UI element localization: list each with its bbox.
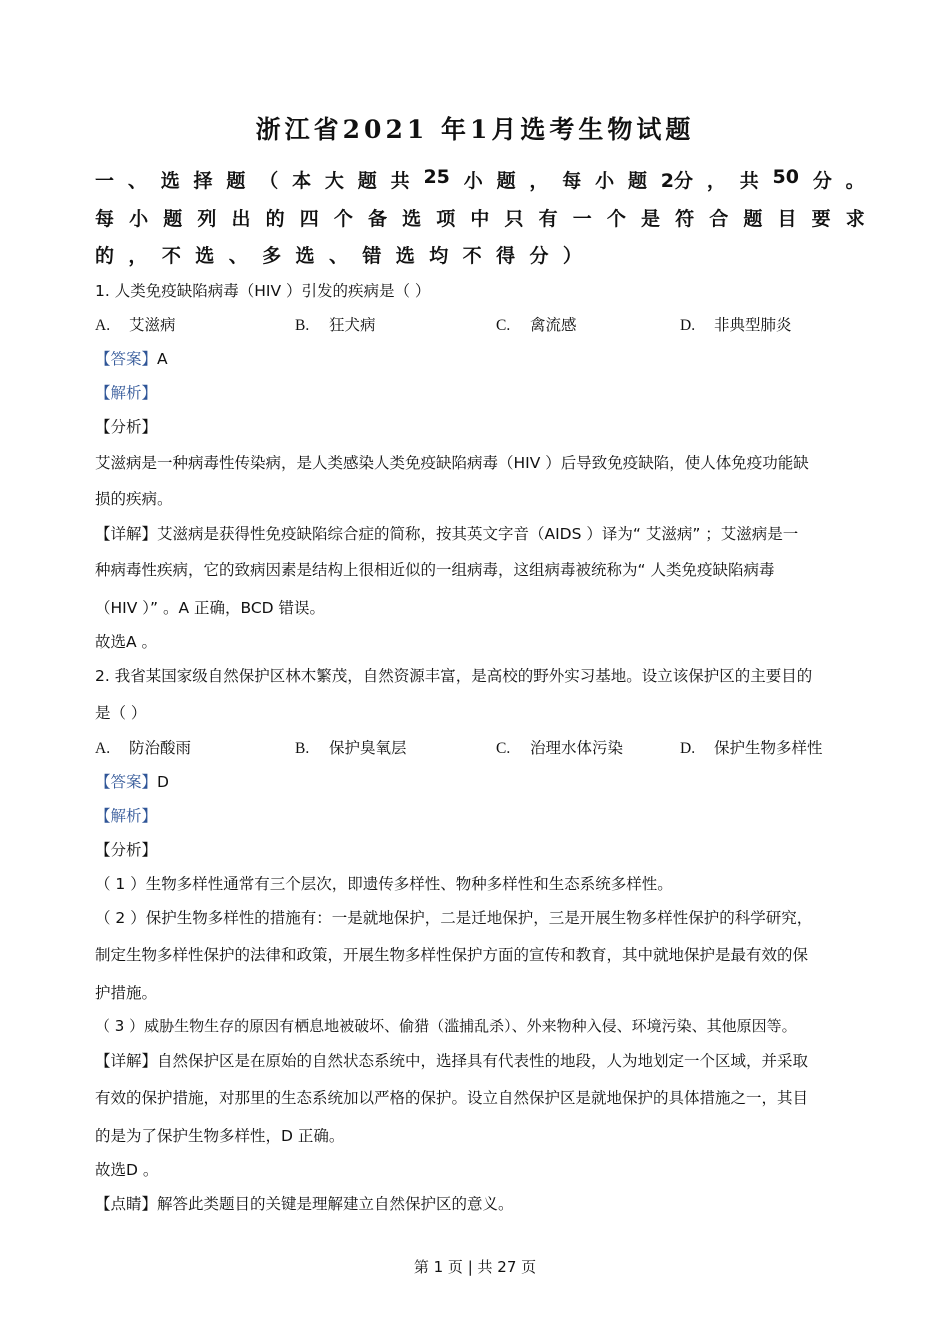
q1-fenxi-label: 【分析】 — [95, 418, 158, 436]
section-header-token: 题 — [743, 208, 763, 230]
q1-fenxi-line: 艾滋病是一种病毒性传染病，是人类感染人类免疫缺陷病毒（HIV ）后导致免疫缺陷，使人体免疫功能缺 — [95, 454, 809, 472]
section-header-token: 个 — [333, 208, 353, 230]
q2-fenxi-line: 护措施。 — [95, 984, 158, 1002]
option-letter: C. — [496, 317, 511, 334]
q1-option-b — [295, 313, 376, 335]
section-header-token: 有 — [538, 208, 558, 230]
page-footer: 第 1 页 | 共 27 页 — [413, 1258, 537, 1276]
q2-answer — [95, 770, 169, 792]
section-header-token: 项 — [436, 208, 456, 230]
q2-stem-line: 2. 我省某国家级自然保护区林木繁茂，自然资源丰富，是高校的野外实习基地。设立该保护区的主要目的 — [95, 667, 813, 685]
section-header-token: 列 — [197, 208, 217, 230]
q1-detail-line: 【详解】艾滋病是获得性免疫缺陷综合症的简称，按其英文字音（AIDS ）译为“ 艾滋病” ；艾滋病是一 — [95, 525, 799, 543]
section-header-token: 出 — [231, 208, 251, 230]
section-header-token: 题 — [163, 208, 183, 230]
section-header-token: 题 — [357, 170, 377, 192]
option-text: 治理水体污染 — [530, 739, 624, 757]
section-header-token: 中 — [470, 208, 490, 230]
q2-fenxi-line: 制定生物多样性保护的法律和政策，开展生物多样性保护方面的宣传和教育，其中就地保护是最有效的保 — [95, 946, 809, 964]
section-header-token: 大 — [324, 170, 344, 192]
q1-option-c — [496, 313, 577, 335]
answer-value: D — [157, 773, 169, 791]
section-header-token: 题 — [496, 170, 516, 192]
section-header-token: 的 — [95, 245, 115, 267]
section-header-token: 共 — [390, 170, 410, 192]
option-letter: C. — [496, 740, 511, 757]
section-header-token: 题 — [627, 170, 647, 192]
q2-option-a — [95, 736, 191, 758]
q1-analysis-label: 【解析】 — [95, 384, 158, 402]
q2-fenxi-line: （ 1 ）生物多样性通常有三个层次，即遗传多样性、物种多样性和生态系统多样性。 — [95, 875, 673, 893]
q1-fenxi-line: 损的疾病。 — [95, 490, 173, 508]
section-header-token: 不 — [161, 245, 181, 267]
q2-detail-line: 的是为了保护生物多样性，D 正确。 — [95, 1127, 345, 1145]
q1-option-d — [680, 313, 792, 335]
q2-detail-line: 【详解】自然保护区是在原始的自然状态系统中，选择具有代表性的地段，人为地划定一个区域，并采取 — [95, 1052, 809, 1070]
section-header-token: 本 — [292, 170, 312, 192]
q2-fenxi-line: （ 3 ）威胁生物生存的原因有栖息地被破坏、偷猎（滥捕乱杀）、外来物种入侵、环境污染、其他原因等。 — [95, 1017, 797, 1035]
section-header-line-2 — [95, 204, 865, 231]
option-text: 禽流感 — [530, 316, 577, 334]
option-text: 狂犬病 — [329, 316, 376, 334]
option-letter: D. — [680, 740, 696, 757]
section-header-line-1 — [95, 166, 865, 193]
section-header-token: 每 — [95, 208, 115, 230]
section-header-token: （ — [259, 170, 279, 192]
section-header-token: 择 — [193, 170, 213, 192]
section-header-token: 只 — [504, 208, 524, 230]
option-letter: B. — [295, 740, 310, 757]
section-header-token: 选 — [395, 245, 415, 267]
section-header-token: 得 — [496, 245, 516, 267]
section-header-token: 小 — [463, 170, 483, 192]
section-header-token: 错 — [362, 245, 382, 267]
section-header-token: 25 — [423, 166, 450, 188]
answer-label: 【答案】 — [95, 350, 158, 368]
section-header-token: 选 — [295, 245, 315, 267]
q2-option-c — [496, 736, 623, 758]
section-header-token: 个 — [606, 208, 626, 230]
section-header-token: 、 — [228, 245, 248, 267]
q2-fenxi-label: 【分析】 — [95, 841, 158, 859]
section-header-token: 的 — [265, 208, 285, 230]
section-header-token: 不 — [462, 245, 482, 267]
section-header-token: 合 — [709, 208, 729, 230]
section-header-token: 小 — [129, 208, 149, 230]
section-header-token: 符 — [675, 208, 695, 230]
q2-option-d — [680, 736, 823, 758]
section-header-token: 四 — [299, 208, 319, 230]
section-header-token: 题 — [226, 170, 246, 192]
option-text: 非典型肺炎 — [714, 316, 792, 334]
q2-fenxi-line: （ 2 ）保护生物多样性的措施有：一是就地保护，二是迁地保护，三是开展生物多样性保护的科学研究， — [95, 909, 813, 927]
option-text: 保护生物多样性 — [714, 739, 823, 757]
q1-conclusion: 故选A 。 — [95, 633, 158, 651]
option-text: 保护臭氧层 — [329, 739, 407, 757]
option-text: 艾滋病 — [129, 316, 176, 334]
section-header-token: 小 — [595, 170, 615, 192]
page-title: 浙江省2021 年1月选考生物试题 — [255, 115, 695, 144]
option-text: 防治酸雨 — [129, 739, 192, 757]
section-header-token: 求 — [845, 208, 865, 230]
section-header-token: 均 — [429, 245, 449, 267]
section-header-token: 是 — [641, 208, 661, 230]
q1-detail-line: （HIV ）” 。A 正确，BCD 错误。 — [95, 599, 326, 617]
section-header-token: 2分 — [660, 170, 694, 192]
q1-option-a — [95, 313, 176, 335]
section-header-token: 共 — [739, 170, 759, 192]
section-header-token: 备 — [368, 208, 388, 230]
answer-label: 【答案】 — [95, 773, 158, 791]
option-letter: B. — [295, 317, 310, 334]
section-header-token: 50 — [772, 166, 799, 188]
section-header-token: ， — [706, 170, 726, 192]
section-header-token: 分 — [812, 170, 832, 192]
section-header-token: 选 — [402, 208, 422, 230]
q1-detail-line: 种病毒性疾病，它的致病因素是结构上很相近似的一组病毒，这组病毒被统称为“ 人类免疫缺陷病毒 — [95, 561, 775, 579]
option-letter: D. — [680, 317, 696, 334]
section-header-token: 、 — [127, 170, 147, 192]
section-header-token: ） — [562, 245, 582, 267]
section-header-token: 目 — [777, 208, 797, 230]
section-header-line-3 — [95, 241, 582, 268]
section-header-token: 、 — [328, 245, 348, 267]
option-letter: A. — [95, 740, 111, 757]
section-header-token: 一 — [95, 170, 115, 192]
section-header-token: ， — [128, 245, 148, 267]
q1-answer — [95, 347, 168, 369]
q2-analysis-label: 【解析】 — [95, 807, 158, 825]
q2-dianjing: 【点睛】解答此类题目的关键是理解建立自然保护区的意义。 — [95, 1195, 514, 1213]
option-letter: A. — [95, 317, 111, 334]
section-header-token: 一 — [572, 208, 592, 230]
q2-detail-line: 有效的保护措施，对那里的生态系统加以严格的保护。设立自然保护区是就地保护的具体措施之一，其目 — [95, 1089, 809, 1107]
q1-stem: 1. 人类免疫缺陷病毒（HIV ）引发的疾病是（ ） — [95, 282, 431, 300]
section-header-token: 分 — [529, 245, 549, 267]
section-header-token: 选 — [195, 245, 215, 267]
section-header-token: ， — [529, 170, 549, 192]
section-header-token: 每 — [562, 170, 582, 192]
q2-conclusion: 故选D 。 — [95, 1161, 159, 1179]
section-header-token: 多 — [262, 245, 282, 267]
q2-stem-line: 是（ ） — [95, 704, 147, 722]
answer-value: A — [157, 350, 168, 368]
q2-option-b — [295, 736, 407, 758]
section-header-token: 选 — [160, 170, 180, 192]
section-header-token: 。 — [845, 170, 865, 192]
section-header-token: 要 — [811, 208, 831, 230]
